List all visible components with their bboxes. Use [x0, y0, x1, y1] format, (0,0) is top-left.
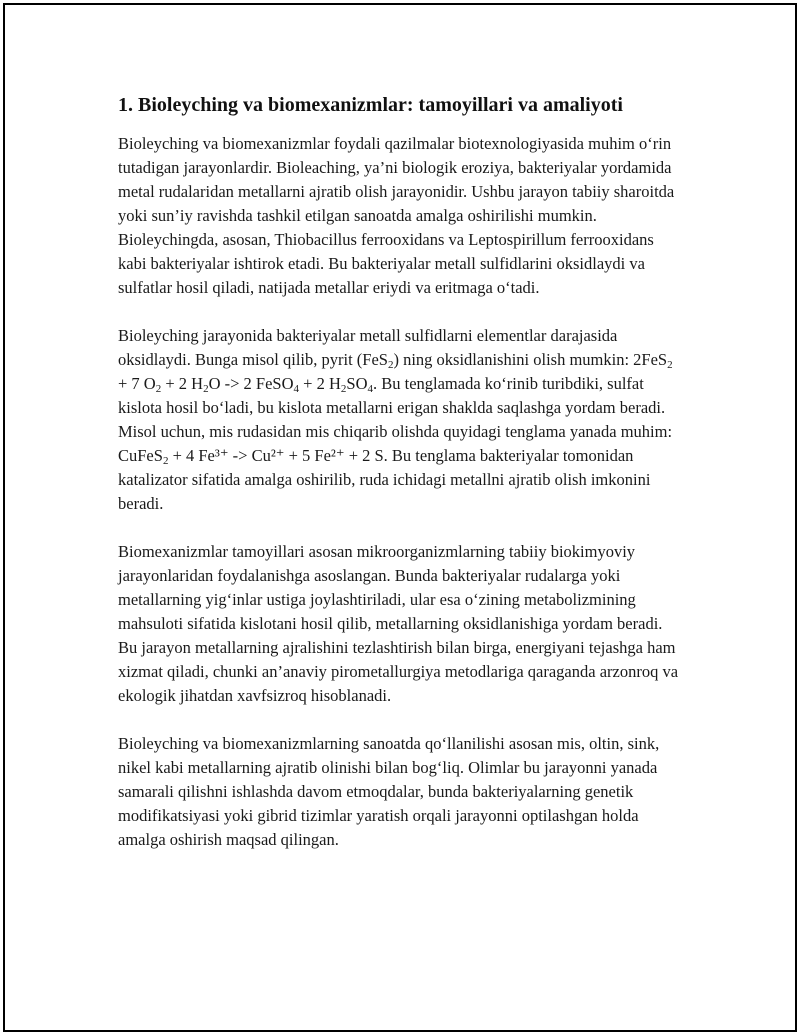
- paragraph-2-text: Bioleyching jarayonida bakteriyalar metall sulfidlarni elementlar darajasida oksidlaydi. Bunga misol qilib, pyrit (FeS: [118, 326, 618, 369]
- paragraph-1: Bioleyching va biomexanizmlar foydali qazilmalar biotexnologiyasida muhim o‘rin tutadigan jarayonlardir. Bioleaching, ya’ni biologik eroziya, bakteriyalar yordamida metal rudalaridan metallarni ajratib olish jarayonidir. Ushbu jarayon tabiiy sharoitda yoki sun’iy ravishda tashkil etilgan sanoatda amalga oshirilishi mumkin. Bioleychingda, asosan, Thiobacillus ferrooxidans va Leptospirillum ferrooxidans kabi bakteriyalar ishtirok etadi. Bu bakteriyalar metall sulfidlarini oksidlaydi va sulfatlar hosil qiladi, natijada metallar eriydi va eritmaga o‘tadi.: [118, 134, 675, 297]
- paragraph-4: Bioleyching va biomexanizmlarning sanoatda qo‘llanilishi asosan mis, oltin, sink, nikel kabi metallarning ajratib olinishi bilan bog‘liq. Olimlar bu jarayonni yanada samarali qilishni ishlashda davom etmoqdalar, bunda bakteriyalarning genetik modifikatsiyasi yoki gibrid tizimlar yaratish orqali jarayonni optilashgan holda amalga oshirish maqsad qilingan.: [118, 734, 660, 849]
- subscript: 2: [340, 383, 347, 395]
- subscript: 4: [367, 383, 373, 395]
- paragraph-2-text: + 2 H: [299, 374, 341, 393]
- subscript: 2: [162, 455, 169, 467]
- paragraph-3: Biomexanizmlar tamoyillari asosan mikroorganizmlarning tabiiy biokimyoviy jarayonlaridan foydalanishga asoslangan. Bunda bakteriyalar rudalarga yoki metallarning yig‘inlar ustiga joylashtiriladi, ular esa o‘zining metabolizmining mahsuloti sifatida kislotani hosil qilib, metallarning oksidlanishiga yordam beradi. Bu jarayon metallarning ajralishini tezlashtirish bilan birga, energiyani tejashga ham xizmat qiladi, chunki an’anaviy pirometallurgiya metodlariga qaraganda arzonroq va ekologik jihatdan xavfsizroq hisoblanadi.: [118, 542, 679, 705]
- paragraph-2-text: + 2 H: [161, 374, 204, 393]
- paragraph-2-text: + 4 Fe³⁺ -> Cu²⁺ + 5 Fe²⁺ + 2 S. Bu tenglama bakteriyalar tomonidan katalizator sifatida amalga oshirilib, ruda ichidagi metallni ajratib olish imkonini beradi.: [118, 446, 651, 513]
- section-heading: 1. Bioleyching va biomexanizmlar: tamoyillari va amaliyoti: [118, 94, 623, 116]
- paragraph-2: [118, 324, 684, 516]
- subscript: 2: [387, 359, 394, 371]
- subscript: 2: [203, 383, 209, 395]
- paragraph-2-text: + 7 O: [118, 374, 156, 393]
- paragraph-2-text: O -> 2 FeSO: [208, 374, 294, 393]
- paragraph-2-text: ) ning oksidlanishini olish mumkin: 2FeS: [393, 350, 668, 369]
- document-body: [118, 92, 684, 876]
- paragraph-2-text: SO: [346, 374, 368, 393]
- paragraph-2-text: . Bu tenglamada ko‘rinib turibdiki, sulfat kislota hosil bo‘ladi, bu kislota metallarni erigan shaklda saqlashga yordam beradi. Misol uchun, mis rudasidan mis chiqarib olishda quyidagi tenglama yanada muhim: CuFeS: [118, 374, 673, 465]
- subscript: 2: [667, 359, 673, 371]
- subscript: 2: [155, 383, 162, 395]
- subscript: 4: [293, 383, 300, 395]
